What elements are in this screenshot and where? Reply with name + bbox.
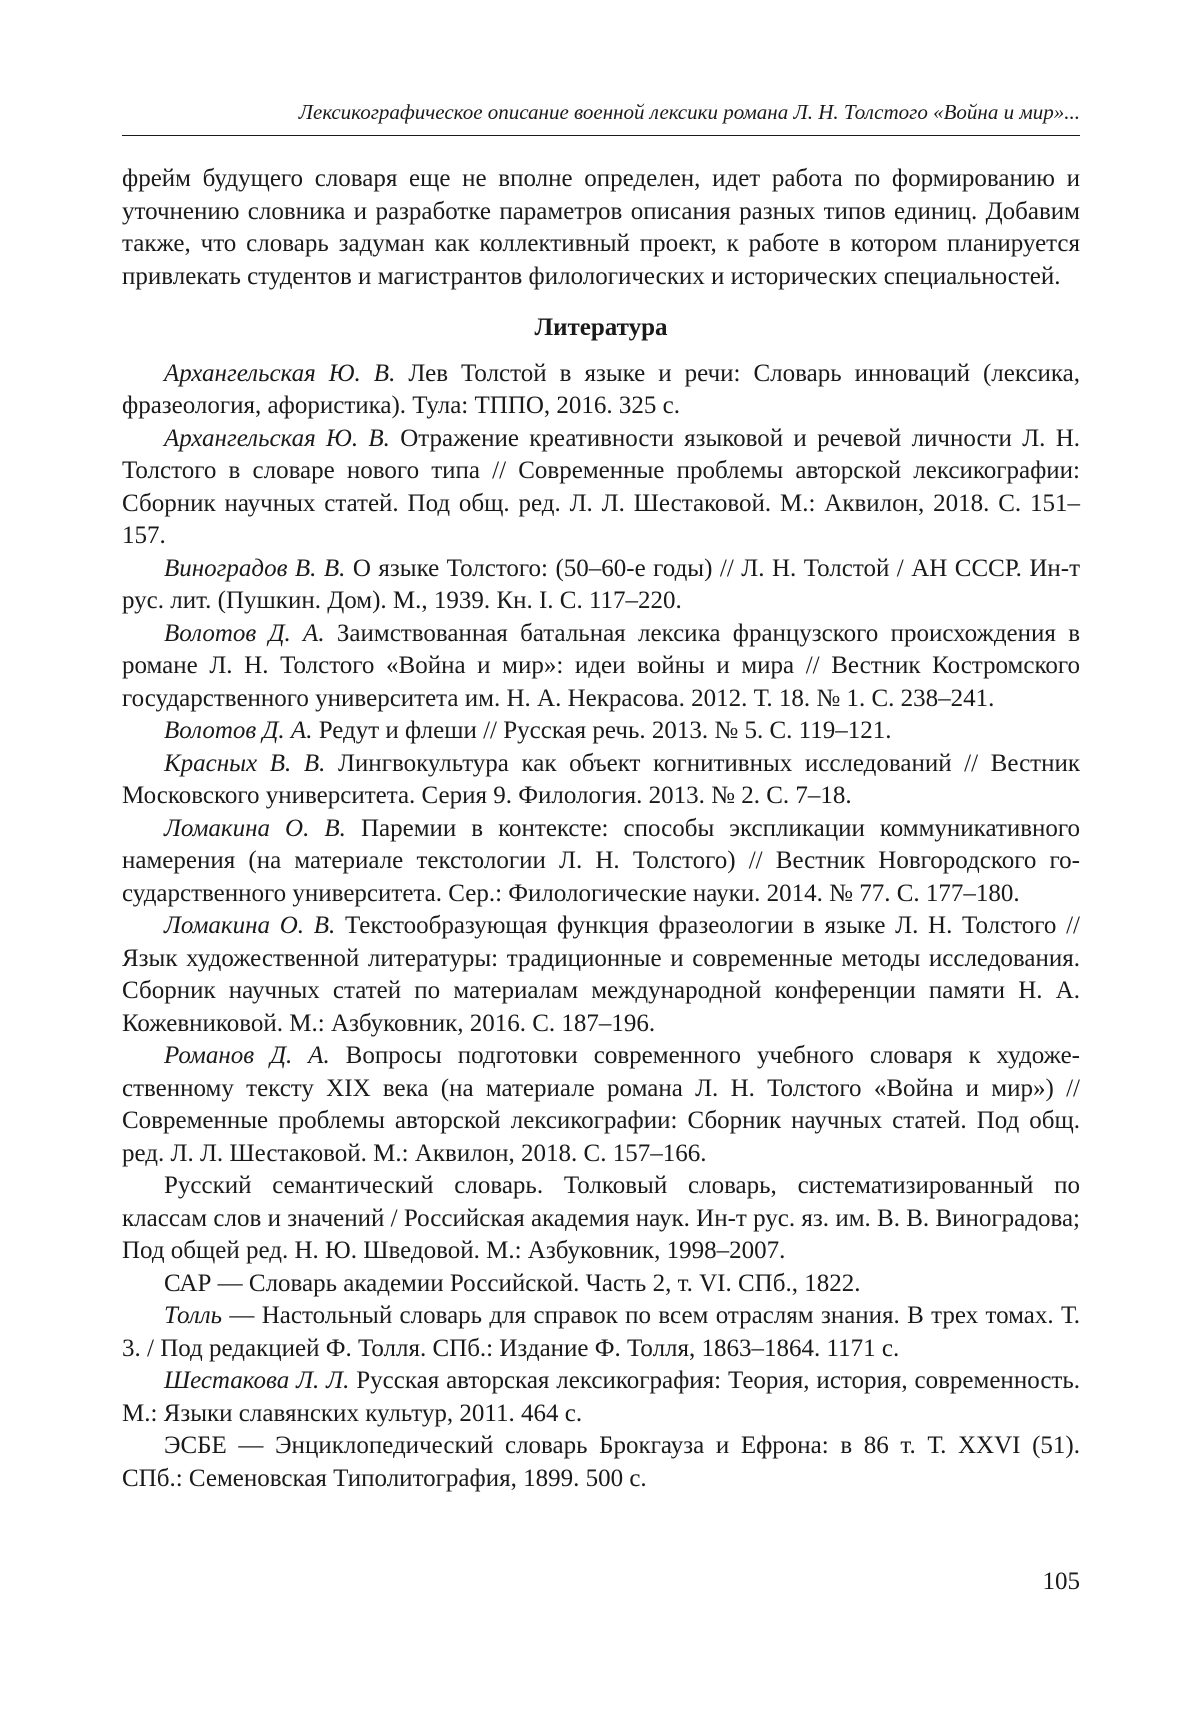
reference-author: Ломакина О. В.: [164, 814, 346, 842]
reference-text: — Настольный словарь для справок по всем отраслям знания. В трех томах. Т. 3. / Под редакцией Ф. Толля. СПб.: Издание Ф. Толля, 1863–1864. 1171 с.: [122, 1302, 1080, 1362]
reference-author: Толль: [164, 1302, 223, 1329]
reference-text: Отражение креативности языковой и речевой личности Л. Н. Толстого в словаре нового типа // Современные проблемы авторской лексикографии: Сборник научных статей. Под общ. ред. Л. Л. Шестаковой. М.: Аквилон, 2018. С. 151–157.: [122, 424, 1080, 549]
reference-text: Русский семантический словарь. Толковый словарь, систематизированный по классам слов и значений / Российская академия наук. Ин-т рус. яз. им. В. В. Виноградова; Под общей ред. Н. Ю. Шведовой. М.: Азбуковник, 1998–2007.: [122, 1172, 1080, 1264]
page-number: 105: [1042, 1568, 1080, 1595]
reference-text: Текстообразующая функция фразеологии в языке Л. Н. Толстого // Язык художественной литературы: традиционные и современные методы исследования. Сборник научных статей по материалам международной конференции памяти Н. А. Кожевниковой. М.: Азбуковник, 2016. С. 187–196.: [122, 912, 1081, 1037]
references-list: [122, 358, 1080, 1496]
references-heading: Литература: [534, 314, 668, 341]
reference-item: [122, 553, 1080, 618]
reference-item: [122, 1365, 1080, 1430]
reference-text: Редут и флеши // Русская речь. 2013. № 5. С. 119–121.: [312, 717, 892, 744]
reference-author: Романов Д. А.: [164, 1042, 330, 1069]
reference-author: Архангельская Ю. В.: [164, 424, 390, 452]
reference-text: О языке Толстого: (50–60-е годы) // Л. Н. Толстой / АН СССР. Ин-т рус. лит. (Пушкин. Дом). М., 1939. Кн. I. С. 117–220.: [122, 554, 1081, 614]
reference-item: [122, 813, 1080, 911]
reference-author: Виноградов В. В.: [164, 554, 346, 582]
reference-author: Волотов Д. А.: [164, 717, 313, 744]
reference-item: [122, 423, 1080, 553]
reference-text: Вопросы подготовки современного учебного словаря к художественному тексту XIX века (на материале романа Л. Н. Толстого «Война и мир») // Современные проблемы авторской лексикографии: Сборник научных статей. Под общ. ред. Л. Л. Шестаковой. М.: Аквилон, 2018. С. 157–166.: [122, 1042, 1080, 1167]
reference-author: Архангельская Ю. В.: [164, 359, 396, 387]
reference-text: САР — Словарь академии Российской. Часть 2, т. VI. СПб., 1822.: [164, 1269, 861, 1297]
reference-text: ЭСБЕ — Энциклопедический словарь Брокгауза и Ефрона: в 86 т. Т. XXVI (51). СПб.: Семеновская Типолитография, 1899. 500 с.: [122, 1432, 1080, 1492]
reference-item: [122, 715, 1080, 748]
intro-paragraph: фрейм будущего словаря еще не вполне определен, идет работа по формированию и уточнению словника и разработке параметров описания разных типов единиц. Добавим также, что словарь задуман как коллективный проект, к работе в котором планируется привлекать студентов и магистрантов филологических и исторических специальностей.: [122, 165, 1080, 290]
reference-author: Ломакина О. В.: [164, 912, 336, 939]
reference-item: [122, 1268, 1080, 1301]
page-content: [122, 163, 1080, 1495]
reference-item: [122, 1300, 1080, 1365]
running-header: Лексикографическое описание военной лексики романа Л. Н. Толстого «Война и мир»...: [298, 100, 1080, 124]
reference-text: Лингвокультура как объект когнитивных исследований // Вестник Московского университета. Серия 9. Филология. 2013. № 2. С. 7–18.: [122, 749, 1080, 809]
reference-author: Шестакова Л. Л.: [164, 1367, 350, 1394]
reference-author: Красных В. В.: [164, 749, 326, 777]
reference-item: [122, 1170, 1080, 1268]
header-divider: [122, 135, 1080, 136]
reference-item: [122, 358, 1080, 423]
reference-text: Паремии в контексте: способы экспликации коммуникативного намерения (на материале текстологии Л. Н. Толстого) // Вестник Новгородского государственного университета. Сер.: Филологические науки. 2014. № 77. С. 177–180.: [122, 814, 1081, 907]
reference-text: Русская авторская лексикография: Теория, история, современность. М.: Языки славянских культур, 2011. 464 с.: [122, 1367, 1080, 1427]
reference-author: Волотов Д. А.: [164, 619, 325, 647]
reference-text: Лев Толстой в языке и речи: Словарь инноваций (лексика, фразеология, афористика). Тула: ТППО, 2016. 325 с.: [122, 359, 1080, 419]
reference-item: [122, 910, 1080, 1040]
reference-item: [122, 748, 1080, 813]
reference-item: [122, 1430, 1080, 1495]
reference-item: [122, 1040, 1080, 1170]
reference-text: Заимствованная батальная лексика французского происхождения в романе Л. Н. Толстого «Война и мир»: идеи войны и мира // Вестник Костромского государственного университета им. Н. А. Некрасова. 2012. Т. 18. № 1. С. 238–241.: [122, 619, 1081, 712]
reference-item: [122, 618, 1080, 716]
